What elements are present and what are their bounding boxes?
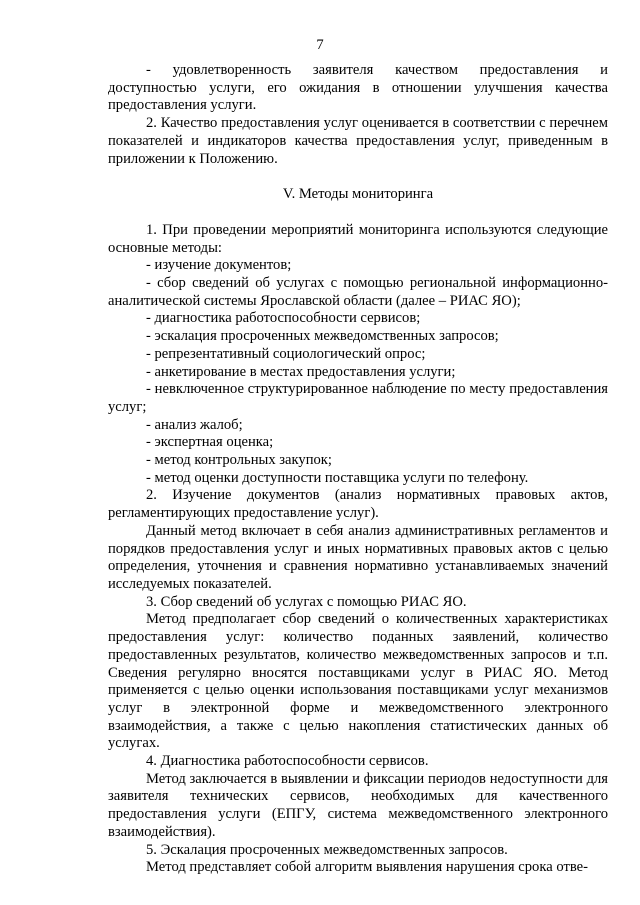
- paragraph: 2. Изучение документов (анализ нормативных правовых актов, регламентирующих предоставление услуг).: [108, 487, 608, 522]
- paragraph: 3. Сбор сведений об услугах с помощью РИАС ЯО.: [146, 593, 467, 610]
- paragraph: 5. Эскалация просроченных межведомственных запросов.: [146, 841, 508, 858]
- list-item: - метод контрольных закупок;: [146, 452, 332, 469]
- paragraph: - удовлетворенность заявителя качеством предоставления и доступностью услуги, его ожидания в отношении улучшения качества предоставления услуги.: [108, 62, 608, 114]
- paragraph: 1. При проведении мероприятий мониторинга используются следующие основные методы:: [108, 221, 608, 256]
- paragraph: Метод заключается в выявлении и фиксации периодов недоступности для заявителя технических сервисов, необходимых для качественного предоставления услуги (ЕПГУ, система межведомственного электронного взаимодействия).: [108, 770, 608, 840]
- list-item: - невключенное структурированное наблюдение по месту предоставления услуг;: [108, 381, 608, 415]
- list-item: - эскалация просроченных межведомственных запросов;: [146, 328, 499, 345]
- spacer: [108, 204, 608, 222]
- list-item: - изучение документов;: [146, 257, 292, 274]
- section-heading: V. Методы мониторинга: [282, 186, 434, 203]
- list-item: - анализ жалоб;: [146, 416, 243, 433]
- list-item: - диагностика работоспособности сервисов;: [146, 310, 421, 327]
- paragraph: 2. Качество предоставления услуг оценивается в соответствии с перечнем показателей и индикаторов качества предоставления услуг, приведенным в приложении к Положению.: [108, 115, 608, 167]
- spacer: [108, 168, 608, 186]
- paragraph: Метод предполагает сбор сведений о количественных характеристиках предоставления услуг: количество поданных заявлений, количество предоставленных результатов, количество межведомственных запросов и т.п. Сведения регулярно вносятся поставщиками услуг в РИАС ЯО. Метод применяется с целью оценки использования поставщиками услуг механизмов услуг в электронной форме и межведомственного электронного взаимодействия, а также с целью накопления статистических данных об услугах.: [108, 611, 608, 752]
- list-item: - метод оценки доступности поставщика услуги по телефону.: [146, 469, 529, 486]
- paragraph: Метод представляет собой алгоритм выявления нарушения срока отве-: [146, 859, 588, 876]
- list-item: - экспертная оценка;: [146, 434, 274, 451]
- list-item: - анкетирование в местах предоставления услуги;: [146, 363, 456, 380]
- page-number: 7: [316, 37, 324, 53]
- paragraph: 4. Диагностика работоспособности сервисов.: [146, 753, 429, 770]
- document-body: [108, 62, 608, 877]
- paragraph: Данный метод включает в себя анализ административных регламентов и порядков предоставления услуг и иных нормативных правовых актов с целью определения, уточнения и сравнения нормативно устанавливаемых значений исследуемых показателей.: [108, 522, 608, 592]
- list-item: - репрезентативный социологический опрос;: [146, 345, 426, 362]
- list-item: - сбор сведений об услугах с помощью региональной информационно-аналитической системы Ярославской области (далее – РИАС ЯО);: [108, 275, 608, 309]
